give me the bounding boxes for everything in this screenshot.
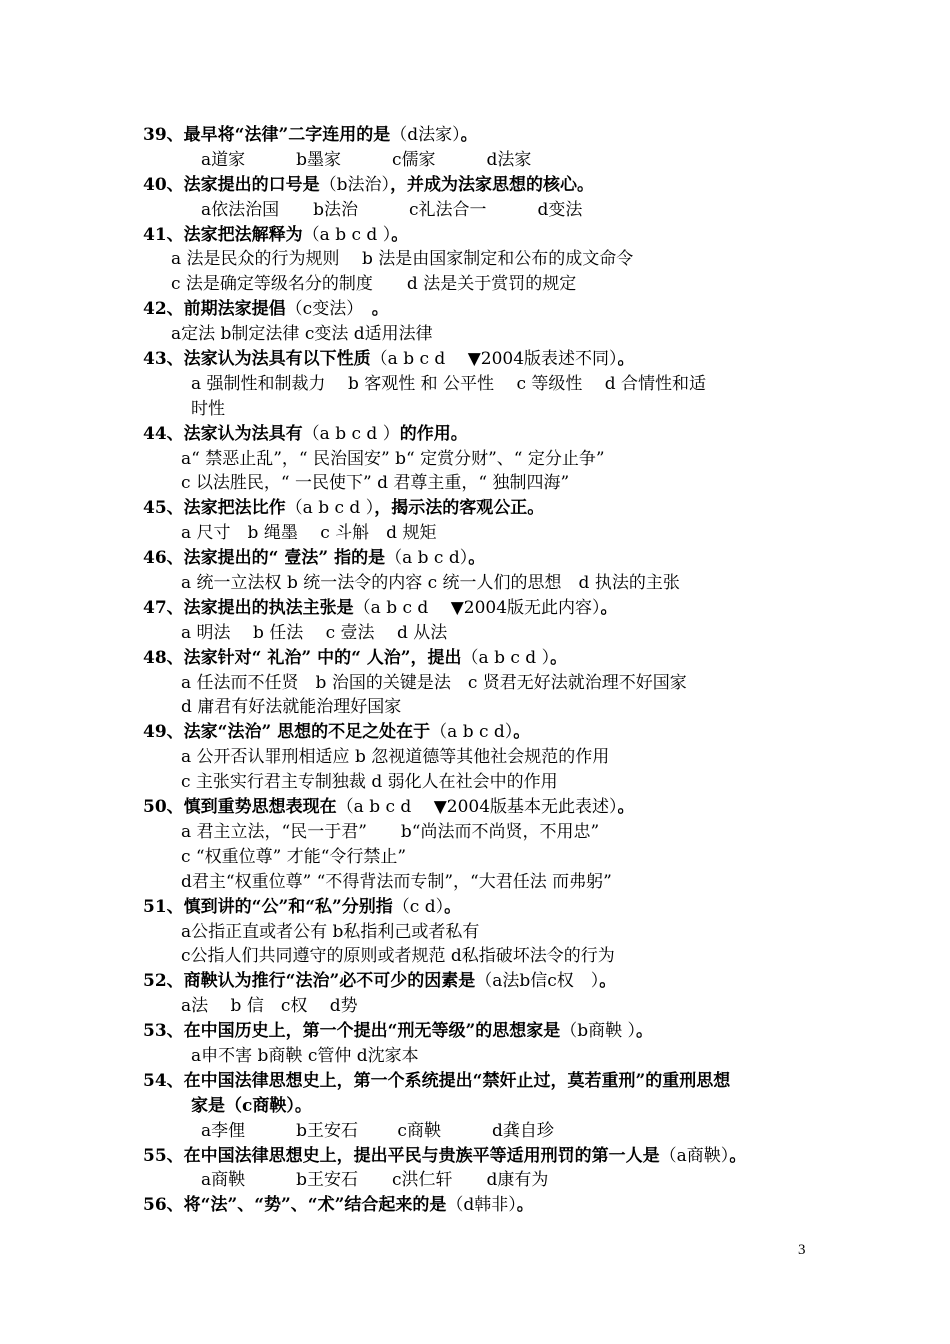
question-text-end: 。 [600, 597, 618, 618]
question-text: 最早将“法律”二字连用的是 [183, 125, 391, 145]
question-number: 52、 [143, 971, 184, 992]
option-line: a 强制性和制裁力 b 客观性 和 公平性 c 等级性 d 合情性和适 [191, 373, 707, 394]
question-line [143, 720, 823, 745]
question-line [143, 1144, 823, 1169]
question-line [143, 223, 823, 248]
question-number: 41、 [143, 224, 184, 245]
question-text-end: 。 [617, 349, 635, 370]
question-text-end: ，揭示法的客观公正。 [374, 498, 545, 519]
option-line: c “权重位尊” 才能“令行禁止” [181, 846, 407, 867]
question-text: 法家认为法具有以下性质 [183, 349, 371, 370]
question-line [143, 795, 823, 820]
option-line: c 主张实行君主专制独裁 d 弱化人在社会中的作用 [181, 772, 558, 793]
question-text-end: 。 [599, 971, 617, 992]
question-line [143, 895, 823, 920]
question-number: 50、 [143, 797, 184, 818]
question-text: 在中国历史上，第一个提出“刑无等级”的思想家是 [183, 1021, 561, 1042]
answer-text: （c变法） [285, 299, 355, 320]
question-line [143, 173, 823, 198]
answer-text: （a b c d ） [285, 498, 375, 519]
question-number: 48、 [143, 647, 184, 668]
option-line: a李俚 b王安石 c商鞅 d龚自珍 [201, 1120, 554, 1141]
question-line [143, 969, 823, 994]
option-line: c公指人们共同遵守的原则或者规范 d私指破坏法令的行为 [181, 946, 615, 967]
option-line: a 公开否认罪刑相适应 b 忽视道德等其他社会规范的作用 [181, 747, 610, 768]
question-text: 法家把法比作 [183, 498, 286, 519]
option-line: a法 b 信 c权 d势 [181, 996, 358, 1017]
option-line: d君主“权重位尊” “不得背法而专制”，“大君任法 而弗躬” [181, 871, 612, 892]
answer-text: （a b c d ▼2004版基本无此表述） [336, 797, 618, 818]
question-line [143, 123, 823, 148]
question-text-end: 。 [550, 647, 568, 668]
question-number: 40、 [143, 174, 184, 195]
answer-text: （a商鞅） [659, 1145, 730, 1166]
answer-text: （a法b信c权 ） [475, 971, 600, 992]
question-number: 55、 [143, 1145, 184, 1166]
page-number: 3 [798, 1242, 806, 1258]
question-number: 39、 [143, 125, 184, 145]
option-line: a 任法而不任贤 b 治国的关键是法 c 贤君无好法就治理不好国家 [181, 672, 687, 693]
option-line: a商鞅 b王安石 c洪仁轩 d康有为 [201, 1170, 549, 1191]
answer-text: （a b c d ） [302, 224, 392, 245]
question-text: 法家“法治” 思想的不足之处在于 [183, 722, 431, 743]
question-number: 47、 [143, 597, 184, 618]
question-text-end: 。 [354, 299, 389, 320]
option-line: c 以法胜民，“ 一民使下” d 君尊主重，“ 独制四海” [181, 473, 570, 494]
question-text: 法家提出的口号是 [183, 174, 320, 195]
question-line [143, 496, 823, 521]
question-text: 法家把法解释为 [183, 224, 303, 245]
question-text: 法家提出的执法主张是 [183, 597, 354, 618]
question-line [143, 297, 823, 322]
question-number: 51、 [143, 896, 184, 917]
question-text: 在中国法律思想史上，第一个系统提出“禁奸止过，莫若重刑”的重刑思想 [183, 1070, 731, 1091]
answer-text: （c d） [392, 896, 445, 917]
question-text-end: 。 [516, 1195, 534, 1216]
question-text: 法家针对“ 礼治” 中的“ 人治”，提出 [183, 647, 462, 668]
option-line: a 统一立法权 b 统一法令的内容 c 统一人们的思想 d 执法的主张 [181, 573, 680, 594]
option-line: a 明法 b 任法 c 壹法 d 从法 [181, 622, 448, 643]
option-line: 家是（c商鞅）。 [191, 1095, 312, 1116]
question-number: 56、 [143, 1195, 184, 1216]
answer-text: （a b c d ▼2004版表述不同） [370, 349, 618, 370]
question-line [143, 1019, 823, 1044]
question-number: 44、 [143, 423, 184, 444]
question-text-end: 。 [729, 1145, 747, 1166]
option-line: a道家 b墨家 c儒家 d法家 [201, 149, 532, 170]
question-number: 43、 [143, 349, 184, 370]
answer-text: （a b c d ） [461, 647, 551, 668]
option-line: a申不害 b商鞅 c管仲 d沈家本 [191, 1045, 419, 1066]
question-line [143, 646, 823, 671]
question-text-end: 。 [513, 722, 531, 743]
question-text-end: 。 [460, 125, 478, 145]
answer-text: （b法治） [319, 174, 391, 195]
question-line [143, 596, 823, 621]
answer-text: （d法家） [390, 125, 461, 145]
answer-text: （a b c d） [430, 722, 514, 743]
option-line: a依法治国 b法治 c礼法合一 d变法 [201, 199, 583, 220]
question-number: 54、 [143, 1070, 184, 1091]
question-text-end: 的作用。 [399, 423, 468, 444]
question-text: 前期法家提倡 [183, 299, 286, 320]
option-line: a 尺寸 b 绳墨 c 斗斛 d 规矩 [181, 523, 437, 544]
question-text: 慎到重势思想表现在 [183, 797, 337, 818]
option-line: a定法 b制定法律 c变法 d适用法律 [171, 324, 433, 345]
question-text: 在中国法律思想史上，提出平民与贵族平等适用刑罚的第一人是 [183, 1145, 660, 1166]
question-text-end: 。 [391, 224, 409, 245]
answer-text: （d韩非） [446, 1195, 517, 1216]
question-number: 42、 [143, 299, 184, 320]
question-text: 法家认为法具有 [183, 423, 303, 444]
question-text-end: 。 [444, 896, 462, 917]
option-line: 时性 [191, 398, 225, 419]
question-list [143, 123, 823, 1218]
question-number: 45、 [143, 498, 184, 519]
question-number: 46、 [143, 548, 184, 569]
question-text-end: 。 [468, 548, 486, 569]
question-text-end: 。 [617, 797, 635, 818]
answer-text: （a b c d ▼2004版无此内容） [353, 597, 601, 618]
option-line: d 庸君有好法就能治理好国家 [181, 697, 402, 718]
question-line [143, 1193, 823, 1218]
option-line: a 君主立法，“民一于君” b“尚法而不尚贤，不用忠” [181, 821, 600, 842]
question-line [143, 347, 823, 372]
option-line: c 法是确定等级名分的制度 d 法是关于赏罚的规定 [171, 274, 577, 295]
question-text: 将“法”、“势”、“术”结合起来的是 [183, 1195, 447, 1216]
question-text-end: ，并成为法家思想的核心。 [390, 174, 595, 195]
option-line: a 法是民众的行为规则 b 法是由国家制定和公布的成文命令 [171, 249, 634, 270]
option-line: a“ 禁恶止乱”，“ 民治国安” b“ 定赏分财”、“ 定分止争” [181, 448, 605, 469]
answer-text: （a b c d ） [302, 423, 400, 444]
question-text: 法家提出的“ 壹法” 指的是 [183, 548, 386, 569]
option-line: a公指正直或者公有 b私指利己或者私有 [181, 921, 480, 942]
question-line [143, 422, 823, 447]
answer-text: （a b c d） [385, 548, 469, 569]
answer-text: （b商鞅 ） [560, 1021, 637, 1042]
question-number: 53、 [143, 1021, 184, 1042]
question-text: 商鞅认为推行“法治”必不可少的因素是 [183, 971, 476, 992]
question-number: 49、 [143, 722, 184, 743]
question-text-end: 。 [636, 1021, 654, 1042]
question-line [143, 546, 823, 571]
question-text: 慎到讲的“公”和“私”分别指 [183, 896, 393, 917]
question-line [143, 1069, 823, 1094]
